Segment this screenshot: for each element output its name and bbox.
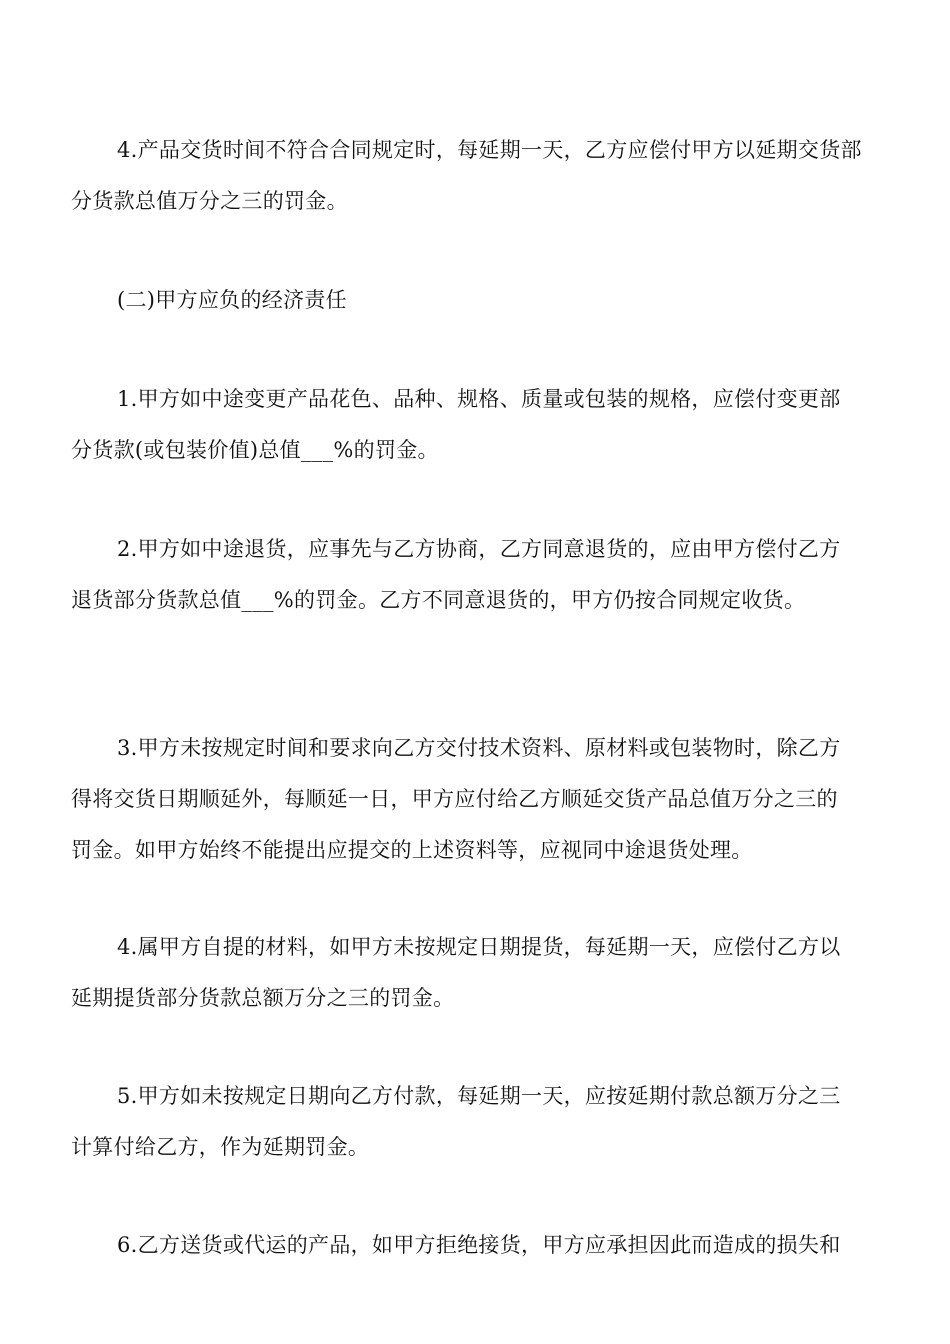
text-line: 1.甲方如中途变更产品花色、品种、规格、质量或包装的规格，应偿付变更部 [117, 387, 841, 411]
text-line: 延期提货部分货款总额万分之三的罚金。 [71, 986, 455, 1010]
text-line: 退货部分货款总值___%的罚金。乙方不同意退货的，甲方仍按合同规定收货。 [71, 588, 806, 612]
text-line: 3.甲方未按规定时间和要求向乙方交付技术资料、原材料或包装物时，除乙方 [117, 736, 841, 760]
text-line: 分货款(或包装价值)总值___%的罚金。 [71, 438, 439, 462]
text-line: 得将交货日期顺延外，每顺延一日，甲方应付给乙方顺延交货产品总值万分之三的 [71, 787, 838, 811]
text-line: 4.产品交货时间不符合合同规定时，每延期一天，乙方应偿付甲方以延期交货部 [117, 138, 862, 162]
text-line: 6.乙方送货或代运的产品，如甲方拒绝接货，甲方应承担因此而造成的损失和 [117, 1233, 841, 1257]
paragraph-seller-late-delivery [71, 125, 883, 227]
text-line: 5.甲方如未按规定日期向乙方付款，每延期一天，应按延期付款总额万分之三 [117, 1084, 841, 1108]
paragraph-buyer-change-spec [71, 374, 883, 476]
text-line: 罚金。如甲方始终不能提出应提交的上述资料等，应视同中途退货处理。 [71, 838, 753, 862]
text-line: (二)甲方应负的经济责任 [117, 288, 347, 312]
section-heading-buyer-liability [71, 275, 883, 326]
paragraph-buyer-refuse-delivery [71, 1220, 883, 1271]
paragraph-buyer-return-goods [71, 524, 883, 626]
paragraph-buyer-late-materials [71, 723, 883, 876]
text-line: 2.甲方如中途退货，应事先与乙方协商，乙方同意退货的，应由甲方偿付乙方 [117, 537, 841, 561]
paragraph-buyer-late-pickup [71, 922, 883, 1024]
text-line: 4.属甲方自提的材料，如甲方未按规定日期提货，每延期一天，应偿付乙方以 [117, 935, 841, 959]
text-line: 计算付给乙方，作为延期罚金。 [71, 1135, 370, 1159]
text-line: 分货款总值万分之三的罚金。 [71, 189, 348, 213]
paragraph-buyer-late-payment [71, 1071, 883, 1173]
